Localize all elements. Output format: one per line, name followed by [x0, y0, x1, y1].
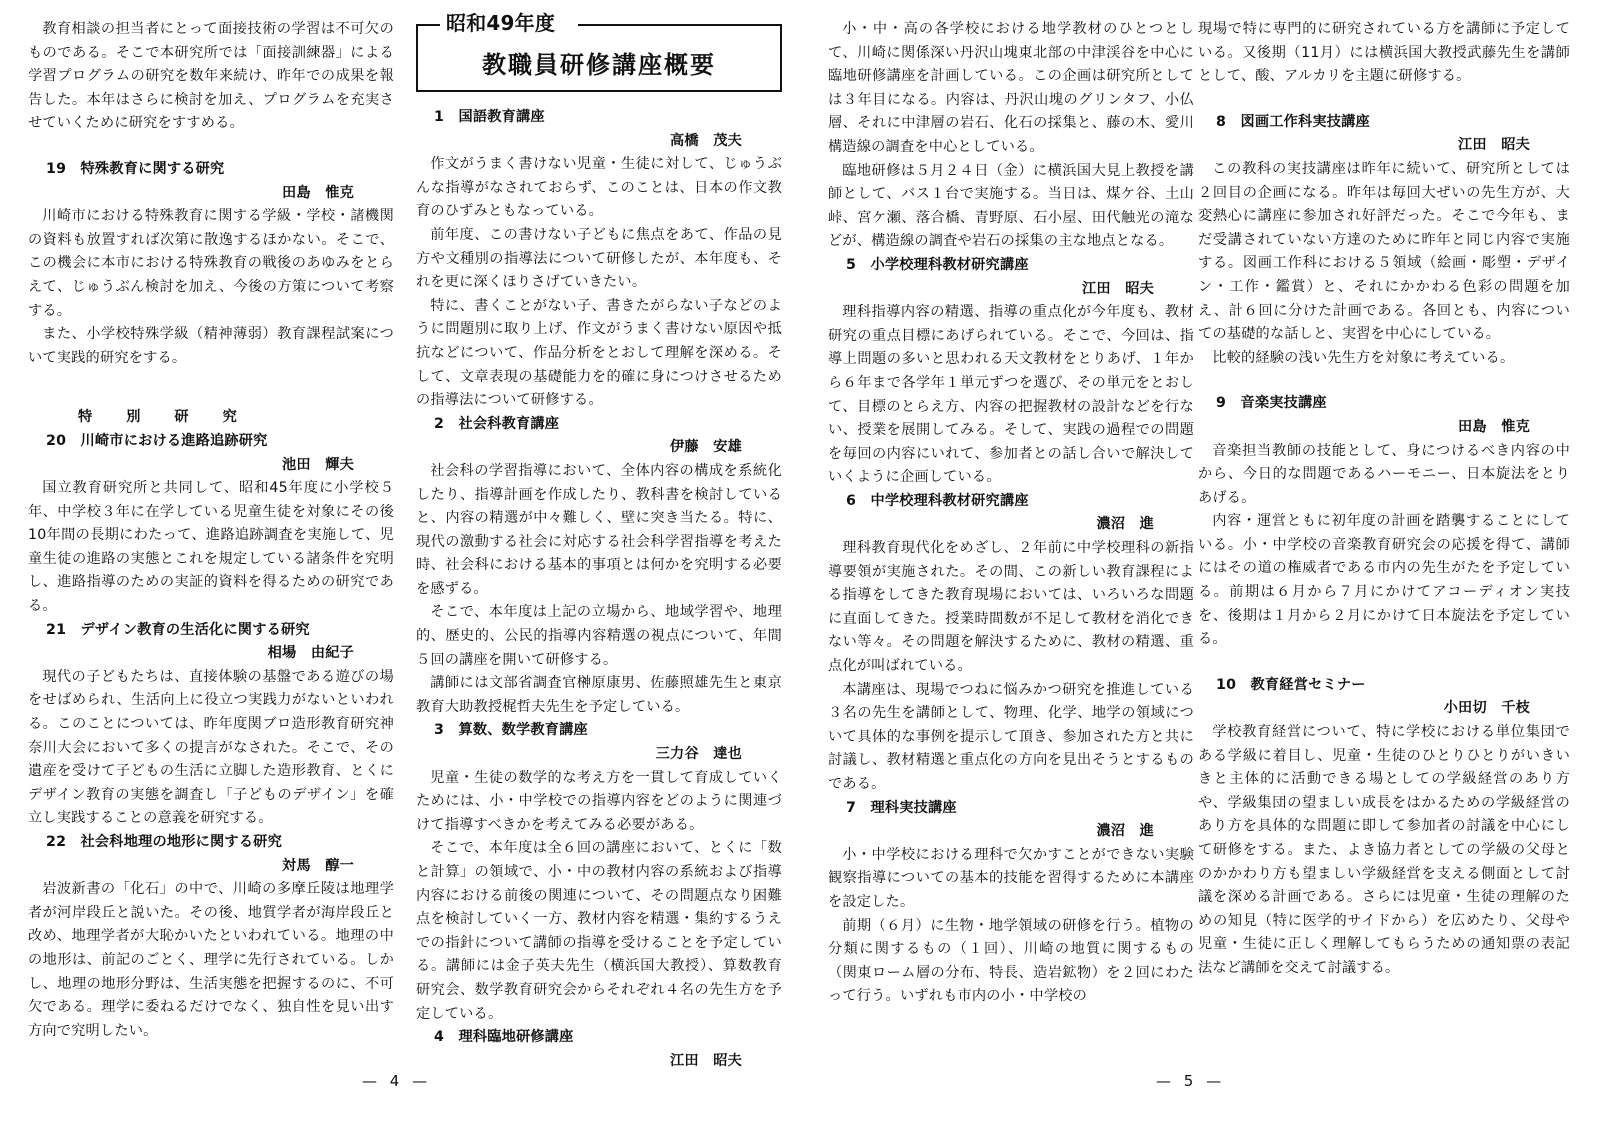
course-2-author: 伊藤 安雄	[670, 439, 742, 456]
section-22-author: 対馬 醇一	[282, 857, 354, 874]
course-6-paragraph-1: 理科教育現代化をめざし、２年前に中学校理科の新指導要領が実施された。その間、この新しい教育課程による指導をしてきた教育現場においては、いろいろな問題に直面してきた。授業時間数が不足して教材を消化できない等々。その問題を解決するために、教材の精選、重点化が叫ばれている。	[828, 540, 1194, 675]
course-3-author: 三力谷 達也	[655, 746, 742, 763]
course-9-author: 田島 惟克	[1458, 418, 1530, 435]
course-6-title: 6 中学校理科教材研究講座	[846, 492, 1029, 509]
section-19-author: 田島 惟克	[282, 184, 354, 201]
right-column-2	[1198, 18, 1570, 981]
course-4-title: 4 理科臨地研修講座	[434, 1029, 574, 1046]
course-3-paragraph-1: 児童・生徒の数学的な考え方を一貫して育成していくためには、小・中学校での指導内容をどのように関連づけて指導すべきかを考えてみる必要がある。	[416, 769, 782, 833]
section-22-paragraph-1: 岩波新書の「化石」の中で、川崎の多摩丘陵は地理学者が河岸段丘と説いた。その後、地質学者が海岸段丘と改め、地理学者が大恥かいたといわれている。地理の中の地形は、前記のごとく、理学に先行されている。しかし、地理の地形分野は、生活実態を把握するのに、不可欠である。理学に委ねるだけでなく、独自性を見い出す方向で究明したい。	[28, 881, 394, 1039]
course-7-title: 7 理科実技講座	[846, 799, 957, 816]
section-20-author: 池田 輝夫	[282, 456, 354, 473]
right-column-1	[828, 18, 1194, 1009]
course-5-title: 5 小学校理科教材研究講座	[846, 256, 1029, 273]
course-8-paragraph-2: 比較的経験の浅い先生方を対象に考えている。	[1212, 349, 1515, 366]
article-title-box	[416, 11, 782, 92]
section-19-paragraph-1: 川崎市における特殊教育に関する学級・学校・諸機関の資料も放置すれば次第に散逸するほかない。そこで、この機会に本市における特殊教育の戦後のあゆみをとらえて、じゅうぶん検討を加え、今後の方策について考察する。	[28, 208, 394, 319]
section-20-title: 20 川崎市における進路追跡研究	[46, 432, 268, 449]
course-10-title: 10 教育経営セミナー	[1216, 676, 1366, 693]
course-9-paragraph-1: 音楽担当教師の技能として、身につけるべき内容の中から、今日的な問題であるハーモニー、日本旋法をとりあげる。	[1198, 442, 1570, 506]
article-title-year: 昭和49年度	[446, 11, 556, 35]
course-4-paragraph-2: 臨地研修は５月２４日（金）に横浜国大見上教授を講師として、バス１台で実施する。当日は、煤ケ谷、土山峠、宮ケ瀬、落合橋、青野原、石小屋、田代触光の滝などが、構造線の調査や岩石の採集の主な地点となる。	[828, 162, 1194, 250]
course-9-title: 9 音楽実技講座	[1216, 395, 1327, 412]
course-6-author: 濃沼 進	[1096, 516, 1154, 533]
section-22-title: 22 社会科地理の地形に関する研究	[46, 834, 282, 850]
course-1-paragraph-3: 特に、書くことがない子、書きたがらない子などのように問題別に取り上げ、作文がうまく書けない原因や抵抗などについて、作品分析をとおして理解を深める。そして、文章表現の基礎能力を的確に身につけさせるための指導法について研修する。	[416, 297, 782, 409]
section-19-paragraph-2: また、小学校特殊学級（精神薄弱）教育課程試案について実践的研究をする。	[28, 326, 394, 366]
course-1-author: 高橋 茂夫	[670, 132, 742, 149]
page-number-right: — 5 —	[1156, 1072, 1226, 1090]
course-8-paragraph-1: この教科の実技講座は昨年に続いて、研究所としては２回目の企画になる。昨年は毎回大ぜいの先生方が、大変熱心に講座に参加され好評だった。そこで今年も、まだ受講されていない方達のために昨年と同じ内容で実施する。図画工作科における５領域（絵画・彫塑・デザイン・工作・鑑賞）と、それにかかわる色彩の問題を加え、計６回に分けた計画である。各回とも、内容についての基礎的な話しと、実習を中心にしている。	[1198, 160, 1570, 343]
intro-paragraph: 教育相談の担当者にとって面接技術の学習は不可欠のものである。そこで本研究所では「面接訓練器」による学習プログラムの研究を数年来続け、昨年での成果を報告した。本年はさらに検討を加え、プログラムを充実させていくために研究をすすめる。	[28, 21, 394, 132]
course-6-paragraph-2: 本講座は、現場でつねに悩みかつ研究を推進している３名の先生を講師として、物理、化学、地学の領域について具体的な事例を提示して頂き、参加された方と共に討議し、教材精選と重点化の方向を見出そうとするものである。	[828, 681, 1194, 792]
course-8-title: 8 図画工作科実技講座	[1216, 113, 1370, 130]
course-1-title: 1 国語教育講座	[434, 109, 545, 125]
course-8-author: 江田 昭夫	[1458, 137, 1530, 154]
section-21-author: 相場 由紀子	[267, 645, 354, 662]
course-2-paragraph-1: 社会科の学習指導において、全体内容の構成を系統化したり、指導計画を作成したり、教科書を検討していると、内容の精選が中々難しく、壁に突き当たる。特に、現代の激動する社会に対応する社会科学習指導を考えた時、社会科における基本的事項とは何かを究明する必要を感ずる。	[416, 462, 782, 597]
course-10-author: 小田切 千枝	[1443, 700, 1530, 717]
course-2-title: 2 社会科教育講座	[434, 415, 560, 432]
section-20-paragraph-1: 国立教育研究所と共同して、昭和45年度に小学校５年、中学校３年に在学している児童生徒を対象にその後10年間の長期にわたって、進路追跡調査を実施して、児童生徒の進路の実態とこれを規定している諸条件を究明し、進路指導のための実証的資料を得るための研究である。	[28, 480, 394, 615]
course-7-paragraph-3: 現場で特に専門的に研究されている方を講師に予定している。又後期（11月）には横浜国大教授武藤先生を講師として、酸、アルカリを主題に研修する。	[1198, 21, 1570, 85]
left-column-2	[416, 11, 782, 1073]
course-7-paragraph-1: 小・中学校における理科で欠かすことができない実験観察指導についての基本的技能を習得するために本講座を設定した。	[828, 846, 1194, 910]
course-5-author: 江田 昭夫	[1082, 280, 1154, 297]
course-7-paragraph-2: 前期（６月）に生物・地学領域の研修を行う。植物の分類に関するもの（１回）、川崎の地質に関するもの（関東ローム層の分布、特長、造岩鉱物）を２回にわたって行う。いずれも市内の小・中学校の	[828, 917, 1194, 1005]
special-research-heading: 特別研究	[78, 409, 271, 426]
course-10-paragraph-1: 学校教育経営について、特に学校における単位集団である学級に着目し、児童・生徒のひとりひとりがいきいきと主体的に活動できる場としての学級経営のあり方や、学級集団の望ましい成長をはかるための学級経営のあり方を具体的な問題に即して参加者の討議を中心にして研修をする。また、よき協力者としての学級の父母とのかかわり方も望ましい学級経営を支える側面として討議を深める計画である。さらには児童・生徒の理解のための知見（特に医学的サイドから）を広めたり、父母や児童・生徒に正しく理解してもらうための通知票の表記法など講師を交えて討議する。	[1198, 724, 1570, 976]
page-number-left: — 4 —	[362, 1072, 432, 1090]
course-3-paragraph-2: そこで、本年度は全６回の講座において、とくに「数と計算」の領域で、小・中の教材内容の系統および指導内容における前後の関連について、その問題点なり困難点を検討していく一方、教材内容を精選・集約するうえでの指針について講師の指導を受けることを予定している。講師には金子英夫先生（横浜国大教授）、算数教育研究会、数学教育研究会からそれぞれ４名の先生方を予定している。	[416, 840, 782, 1022]
course-1-paragraph-1: 作文がうまく書けない児童・生徒に対して、じゅうぶんな指導がなされておらず、このことは、日本の作文教育のひずみともなっている。	[416, 156, 782, 220]
section-21-title: 21 デザイン教育の生活化に関する研究	[46, 621, 310, 638]
section-19-title: 19 特殊教育に関する研究	[46, 160, 225, 177]
article-title: 教職員研修講座概要	[482, 51, 716, 79]
course-5-paragraph-1: 理科指導内容の精選、指導の重点化が今年度も、教材研究の重点目標にあげられている。そこで、今回は、指導上問題の多いと思われる天文教材をとりあげ、１年から６年まで各学年１単元ずつを選び、その単元をとおして、目標のとらえ方、内容の把握教材の設計などを行ない、授業を展開してみる。そして、実践の過程での問題を毎回の内容にいれて、参加者との話し合いで解決していくように企画している。	[828, 304, 1194, 486]
course-4-author: 江田 昭夫	[670, 1052, 742, 1069]
section-21-paragraph-1: 現代の子どもたちは、直接体験の基盤である遊びの場をせばめられ、生活向上に役立つ実践力がないといわれる。このことについては、昨年度関ブロ造形教育研究神奈川大会において多くの提言がなされた。そこで、その遺産を受けて子どもの生活に立脚した造形教育、とくにデザイン教育の実態を調査し「子どものデザイン」を確立し実践することの意義を研究する。	[28, 668, 394, 827]
course-7-author: 濃沼 進	[1096, 823, 1154, 840]
course-1-paragraph-2: 前年度、この書けない子どもに焦点をあて、作品の見方や文種別の指導法について研修したが、本年度も、それを更に深くほりさげていきたい。	[416, 226, 782, 291]
course-2-paragraph-3: 講師には文部省調査官榊原康男、佐藤照雄先生と東京教育大助教授梶哲夫先生を予定している。	[416, 675, 782, 715]
course-9-paragraph-2: 内容・運営ともに初年度の計画を踏襲することにしている。小・中学校の音楽教育研究会の応援を得て、講師にはその道の権威者である市内の先生がたを予定している。前期は６月から７月にかけてアコーディオン実技を、後期は１月から２月にかけて日本旋法を予定している。	[1198, 513, 1570, 648]
left-column-1	[28, 18, 394, 1043]
course-4-paragraph-1: 小・中・高の各学校における地学教材のひとつとして、川崎に関係深い丹沢山塊東北部の中津渓谷を中心に臨地研修講座を計画している。この企画は研究所としては３年目になる。内容は、丹沢山塊のグリンタフ、小仏層、それに中津層の岩石、化石の採集と、藤の木、愛川構造線の調査を中心としている。	[828, 21, 1194, 155]
right-page	[800, 0, 1600, 1138]
course-2-paragraph-2: そこで、本年度は上記の立場から、地域学習や、地理的、歴史的、公民的指導内容精選の視点について、年間５回の講座を開いて研修する。	[416, 604, 782, 668]
course-3-title: 3 算数、数学教育講座	[434, 722, 588, 739]
